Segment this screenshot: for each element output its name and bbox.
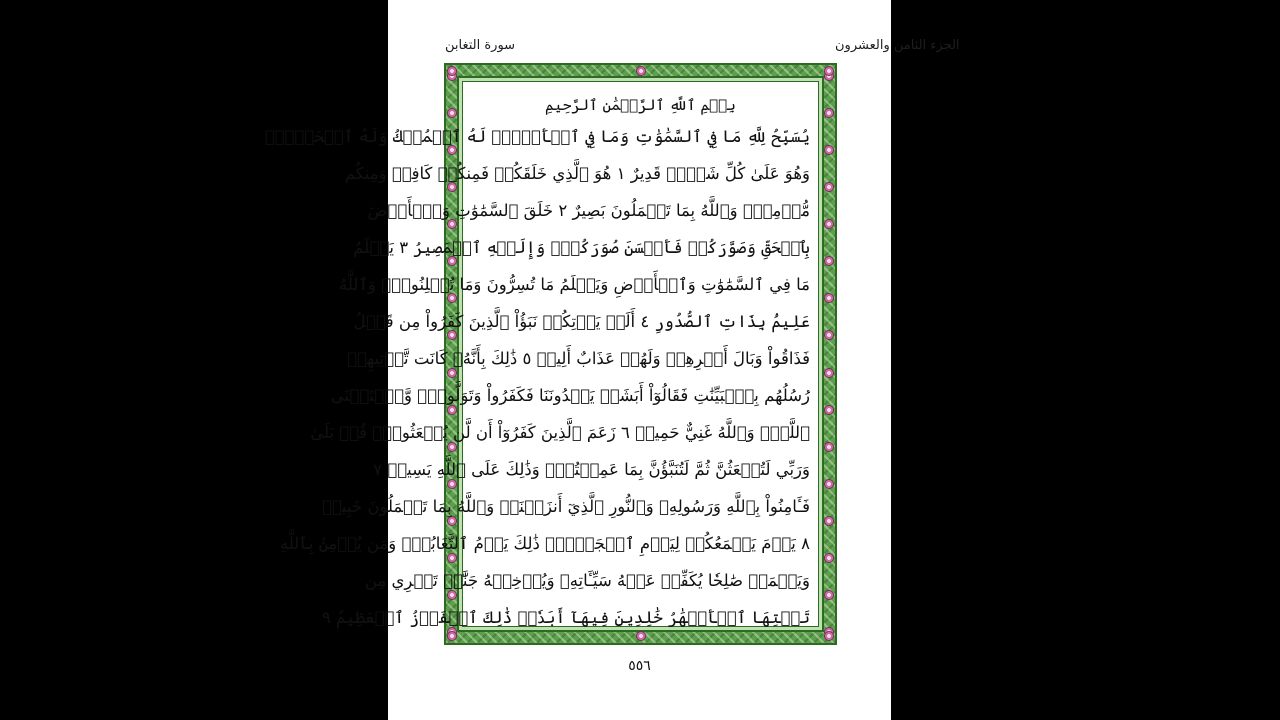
verse-line-11: فَـَٔامِنُواْ بِٱللَّهِ وَرَسُولِهِۦ وَٱلنُّورِ ٱلَّذِيٓ أَنزَلۡنَاۚ وَٱللَّهُ بِمَا تَعۡمَلُونَ خَبِيرٞ: [322, 497, 810, 516]
juz-title: الجزء الثامن والعشرون: [835, 38, 960, 53]
rosette-ornament: [824, 631, 834, 641]
rosette-ornament: [447, 293, 457, 303]
rosette-ornament: [636, 631, 646, 641]
verse-line-7: فَذَاقُواْ وَبَالَ أَمۡرِهِمۡ وَلَهُمۡ عَذَابٌ أَلِيمٞ ٥ ذَٰلِكَ بِأَنَّهُۥ كَانَت تَّأۡتِيهِمۡ: [347, 349, 810, 368]
verse-line-3: مُّؤۡمِنٞۚ وَٱللَّهُ بِمَا تَعۡمَلُونَ بَصِيرٌ ٢ خَلَقَ ٱلسَّمَٰوَٰتِ وَٱلۡأَرۡضَ: [367, 201, 810, 220]
rosette-ornament: [824, 479, 834, 489]
verse-line-14: تَحۡتِهَا ٱلۡأَنۡهَٰرُ خَٰلِدِينَ فِيهَآ أَبَدٗاۚ ذَٰلِكَ ٱلۡفَوۡزُ ٱلۡعَظِيمُ ٩: [321, 608, 810, 627]
rosette-ornament: [824, 553, 834, 563]
rosette-ornament: [447, 405, 457, 415]
rosette-ornament: [824, 219, 834, 229]
rosette-ornament: [824, 590, 834, 600]
rosette-ornament: [447, 368, 457, 378]
mushaf-page: [264, 0, 960, 720]
ornamental-frame: [264, 63, 837, 645]
rosette-ornament: [824, 442, 834, 452]
basmala: بِسۡمِ ٱللَّهِ ٱلرَّحۡمَٰنِ ٱلرَّحِيمِ: [545, 96, 736, 114]
rosette-ornament: [824, 256, 834, 266]
verse-line-10: وَرَبِّي لَتُبۡعَثُنَّ ثُمَّ لَتُنَبَّؤُنَّ بِمَا عَمِلۡتُمۡۚ وَذَٰلِكَ عَلَى ٱللَّهِ يَسِيرٞ ٧: [373, 460, 810, 479]
rosette-ornament: [447, 330, 457, 340]
rosette-ornament: [447, 256, 457, 266]
verse-line-12: ٨ يَوۡمَ يَجۡمَعُكُمۡ لِيَوۡمِ ٱلۡجَمۡعِۖ ذَٰلِكَ يَوۡمُ ٱلتَّغَابُنِۗ وَمَن يُؤۡمِنۢ بِٱللَّهِ: [279, 534, 810, 553]
rosette-ornament: [824, 368, 834, 378]
verse-line-4: بِٱلۡحَقِّ وَصَوَّرَكُمۡ فَأَحۡسَنَ صُوَرَكُمۡۖ وَإِلَيۡهِ ٱلۡمَصِيرُ ٣ يَعۡلَمُ: [353, 238, 810, 257]
rosette-ornament: [824, 182, 834, 192]
verse-line-9: ٱللَّهُۚ وَٱللَّهُ غَنِيٌّ حَمِيدٞ ٦ زَعَمَ ٱلَّذِينَ كَفَرُوٓاْ أَن لَّن يُبۡعَثُواْۚ قُلۡ بَلَىٰ: [310, 423, 810, 442]
text-area: [264, 81, 819, 627]
rosette-ornament: [447, 108, 457, 118]
rosette-ornament: [824, 66, 834, 76]
rosette-ornament: [447, 590, 457, 600]
rosette-ornament: [447, 145, 457, 155]
rosette-ornament: [447, 553, 457, 563]
rosette-ornament: [447, 182, 457, 192]
verse-line-6: عَلِيمُۢ بِذَاتِ ٱلصُّدُورِ ٤ أَلَمۡ يَأۡتِكُمۡ نَبَؤُاْ ٱلَّذِينَ كَفَرُواْ مِن قَبۡلُ: [353, 312, 810, 331]
rosette-ornament: [447, 479, 457, 489]
rosette-ornament: [447, 66, 457, 76]
rosette-ornament: [447, 516, 457, 526]
rosette-ornament: [824, 293, 834, 303]
rosette-ornament: [824, 330, 834, 340]
rosette-ornament: [447, 219, 457, 229]
verse-line-8: رُسُلُهُم بِٱلۡبَيِّنَٰتِ فَقَالُوٓاْ أَبَشَرٞ يَهۡدُونَنَا فَكَفَرُواْ وَتَوَلَّواْۚ وَّٱسۡتَغۡنَى: [330, 386, 810, 405]
verse-line-13: وَيَعۡمَلۡ صَٰلِحٗا يُكَفِّرۡ عَنۡهُ سَيِّـَٔاتِهِۦ وَيُدۡخِلۡهُ جَنَّٰتٖ تَجۡرِي مِن: [364, 571, 810, 590]
rosette-ornament: [824, 405, 834, 415]
rosette-ornament: [447, 442, 457, 452]
verse-line-2: وَهُوَ عَلَىٰ كُلِّ شَيۡءٖ قَدِيرٌ ١ هُوَ ٱلَّذِي خَلَقَكُمۡ فَمِنكُمۡ كَافِرٞ وَمِنكُم: [344, 164, 810, 183]
rosette-ornament: [824, 108, 834, 118]
page-number: ٥٥٦: [628, 658, 651, 674]
rosette-ornament: [447, 631, 457, 641]
surah-title: سورة التغابن: [445, 38, 516, 53]
verse-line-5: مَا فِي ٱلسَّمَٰوَٰتِ وَٱلۡأَرۡضِ وَيَعۡلَمُ مَا تُسِرُّونَ وَمَا تُعۡلِنُونَۚ وَٱللَّهُ: [339, 275, 810, 294]
verse-line-1: يُسَبِّحُ لِلَّهِ مَا فِي ٱلسَّمَٰوَٰتِ وَمَا فِي ٱلۡأَرۡضِۖ لَهُ ٱلۡمُلۡكُ وَلَهُ ٱلۡحَمۡدُۖ: [264, 127, 810, 146]
rosette-ornament: [824, 145, 834, 155]
rosette-ornament: [636, 66, 646, 76]
rosette-ornament: [824, 516, 834, 526]
